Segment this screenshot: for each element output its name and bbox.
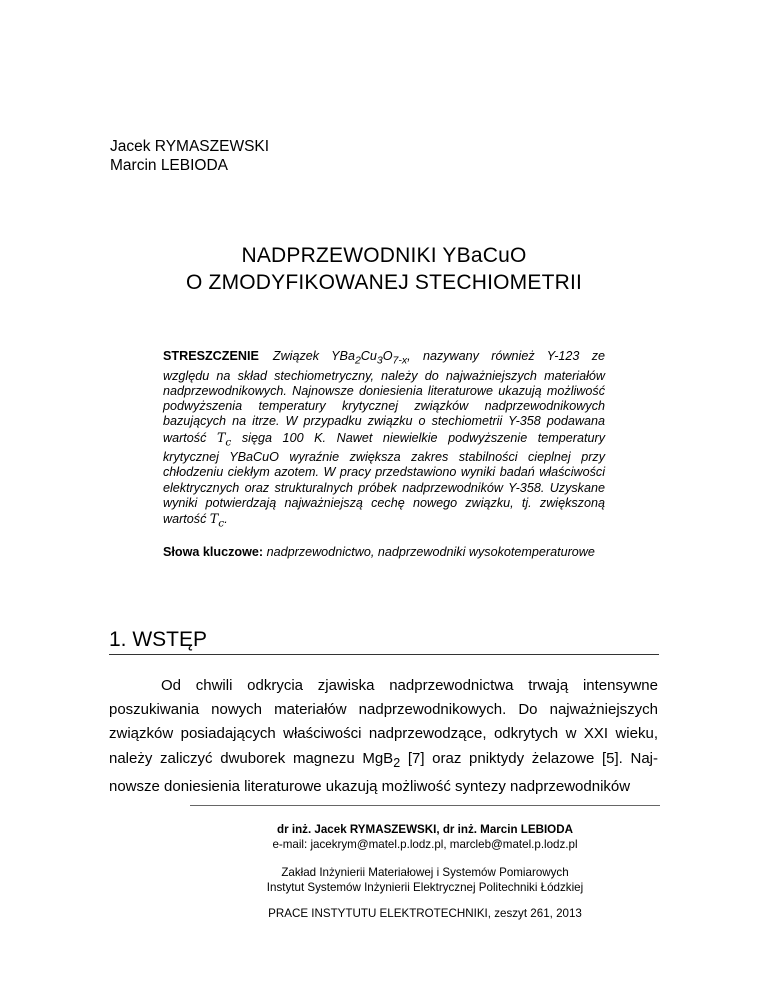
footnote-contact bbox=[190, 822, 660, 852]
body-text bbox=[109, 674, 658, 799]
footnote-authors: dr inż. Jacek RYMASZEWSKI, dr inż. Marcin LEBIODA bbox=[277, 823, 573, 836]
authors-block bbox=[110, 137, 269, 175]
footnote-divider bbox=[190, 805, 660, 806]
abstract-sub-ba: 2 bbox=[354, 354, 361, 367]
body-sub: 2 bbox=[393, 755, 401, 770]
body-text-a: Od chwili odkrycia zjawiska nadprzewodnictwa trwają intensywne poszukiwania nowych materiałów nadprzewodnikowych. Do najważniejszych związków posiadających właściwości nadprzewodzące, odkrytych w XXI wieku, należy zaliczyć dwuborek magnezu MgB bbox=[109, 677, 658, 767]
body-text-b: [7] oraz pniktydy żelazowe [5]. Najnowsze doniesienia literaturowe ukazują możliwość syntezy nadprzewodników bbox=[109, 749, 658, 795]
title-line-1: NADPRZEWODNIKI YBaCuO bbox=[241, 244, 527, 267]
tc-symbol: T bbox=[216, 429, 226, 445]
author-2: Marcin LEBIODA bbox=[110, 157, 229, 174]
keywords-text: nadprzewodnictwo, nadprzewodniki wysokotemperaturowe bbox=[263, 545, 595, 559]
section-title: 1. WSTĘP bbox=[109, 628, 208, 651]
abstract-text-b: sięga 100 K. Nawet niewielkie podwyższenie temperatury krytycznej YBaCuO wyraźnie zwiększa zakres stabilności cieplnej przy chłodzeniu ciekłym azotem. W pracy przedstawiono wyniki badań właściwości elektrycznych oraz strukturalnych próbek nadprzewodników Y-358. Uzyskane wyniki potwierdzają najważniejszą cechę nowego związku, tj. zwiększoną wartość bbox=[163, 430, 606, 527]
footnote-affiliation bbox=[190, 865, 660, 895]
abstract-sub-cu: 3 bbox=[376, 354, 383, 367]
abstract-text-a: , nazywany również Y-123 ze względu na skład stechiometryczny, należy do najważniejszych materiałów nadprzewodnikowych. Najnowsze doniesienia literaturowe ukazują możliwość podwyższenia temperatury krytycznej związków nadprzewodnikowych bazujących na itrze. W przypadku związku o stechiometrii Y-358 podawana wartość bbox=[163, 349, 606, 445]
keywords-label: Słowa kluczowe: bbox=[163, 545, 264, 559]
tc-subscript-2: c bbox=[218, 517, 225, 530]
abstract-sub-o: 7-x bbox=[392, 354, 408, 367]
abstract bbox=[163, 349, 605, 532]
section-divider bbox=[109, 654, 659, 655]
abstract-label: STRESZCZENIE bbox=[163, 349, 259, 363]
tc-symbol-2: T bbox=[209, 511, 219, 527]
paper-title bbox=[0, 242, 768, 296]
tc-subscript: c bbox=[225, 436, 232, 449]
footnote-dept: Zakład Inżynierii Materiałowej i Systemów Pomiarowych bbox=[281, 866, 569, 879]
body-paragraph bbox=[109, 674, 658, 799]
abstract-text-end: . bbox=[224, 512, 228, 527]
footnote-inst: Instytut Systemów Inżynierii Elektrycznej Politechniki Łódzkiej bbox=[266, 881, 584, 894]
abstract-compound-prefix: Związek YBa bbox=[272, 349, 355, 363]
title-line-2: O ZMODYFIKOWANEJ STECHIOMETRII bbox=[185, 271, 583, 294]
abstract-compound-cu: Cu bbox=[360, 349, 377, 363]
footnote-email: e-mail: jacekrym@matel.p.lodz.pl, marcleb@matel.p.lodz.pl bbox=[272, 838, 578, 851]
author-1: Jacek RYMASZEWSKI bbox=[110, 138, 270, 155]
footnote-journal: PRACE INSTYTUTU ELEKTROTECHNIKI, zeszyt 261, 2013 bbox=[268, 907, 582, 920]
abstract-compound-o: O bbox=[382, 349, 393, 363]
keywords bbox=[163, 545, 605, 560]
